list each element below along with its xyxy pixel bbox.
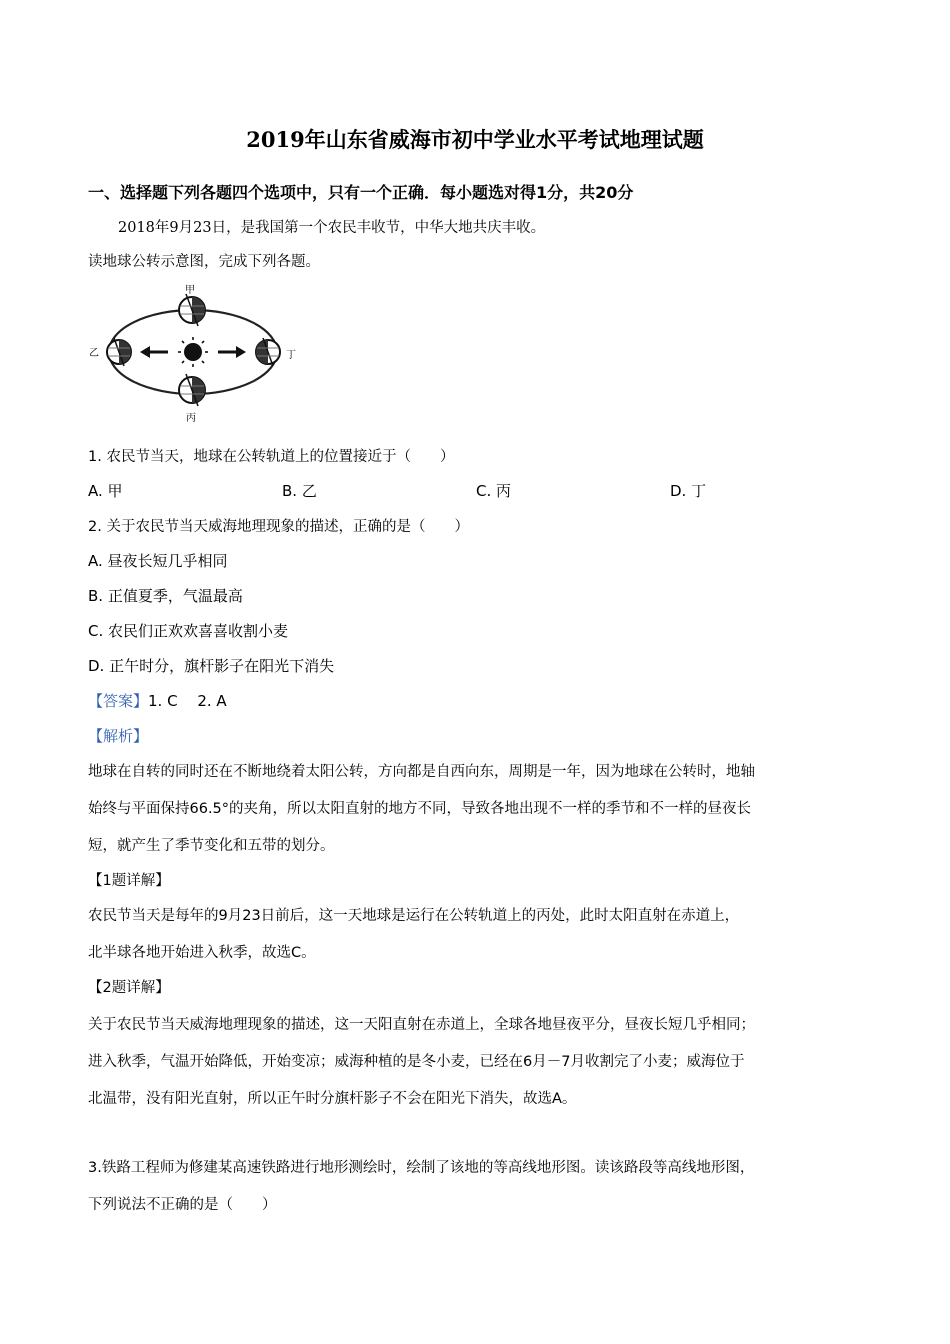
earth-revolution-diagram [88,282,310,426]
detail-2-heading: 【2题详解】 [88,980,170,996]
section-heading: 一、选择题下列各题四个选项中，只有一个正确．每小题选对得1分，共20分 [88,183,634,202]
q1-option-a: A. 甲 [88,482,123,500]
q2-option-d: D. 正午时分，旗杆影子在阳光下消失 [88,657,335,675]
sun-icon [178,337,208,367]
label-yi: 乙 [89,348,99,359]
intro-line-1: 2018年9月23日，是我国第一个农民丰收节，中华大地共庆丰收。 [118,220,546,236]
question-2-stem: 2. 关于农民节当天威海地理现象的描述，正确的是（ ） [88,519,469,535]
right-arrow-icon [218,346,246,358]
detail-1-line-2: 北半球各地开始进入秋季，故选C。 [88,945,316,961]
question-3-line-2: 下列说法不正确的是（ ） [88,1197,277,1213]
label-bing: 丙 [186,413,196,424]
q2-option-a: A. 昼夜长短几乎相同 [88,552,228,570]
analysis-label: 【解析】 [88,727,149,745]
left-arrow-icon [140,346,168,358]
detail-2-line-2: 进入秋季，气温开始降低，开始变凉；威海种植的是冬小麦，已经在6月－7月收割完了小麦；威海位于 [88,1054,745,1070]
q2-option-b: B. 正值夏季，气温最高 [88,587,243,605]
answer-text: 1. C 2. A [148,692,227,710]
earth-bing-icon [179,374,205,406]
question-1-stem: 1. 农民节当天，地球在公转轨道上的位置接近于（ ） [88,449,455,465]
intro-line-2: 读地球公转示意图，完成下列各题。 [88,254,320,270]
q1-option-c: C. 丙 [476,482,512,500]
label-ding: 丁 [286,350,296,361]
q1-option-d: D. 丁 [670,482,707,500]
q2-option-c: C. 农民们正欢欢喜喜收割小麦 [88,622,289,640]
q1-option-b: B. 乙 [282,482,317,500]
page-title: 2019年山东省威海市初中学业水平考试地理试题 [246,127,704,152]
analysis-line-1: 地球在自转的同时还在不断地绕着太阳公转，方向都是自西向东，周期是一年，因为地球在公转时，地轴 [88,764,755,780]
detail-1-line-1: 农民节当天是每年的9月23日前后，这一天地球是运行在公转轨道上的丙处，此时太阳直射在赤道上， [88,908,740,924]
earth-jia-icon [179,294,205,326]
answer-label: 【答案】 [88,692,149,710]
detail-1-heading: 【1题详解】 [88,873,170,889]
analysis-line-2: 始终与平面保持66.5°的夹角，所以太阳直射的地方不同，导致各地出现不一样的季节和不一样的昼夜长 [88,801,752,817]
question-3-line-1: 3.铁路工程师为修建某高速铁路进行地形测绘时，绘制了该地的等高线地形图。读该路段等高线地形图， [88,1160,755,1176]
detail-2-line-3: 北温带，没有阳光直射，所以正午时分旗杆影子不会在阳光下消失，故选A。 [88,1091,577,1107]
label-jia: 甲 [185,285,195,296]
analysis-line-3: 短，就产生了季节变化和五带的划分。 [88,838,335,854]
detail-2-line-1: 关于农民节当天威海地理现象的描述，这一天阳直射在赤道上，全球各地昼夜平分，昼夜长短几乎相同； [88,1017,755,1033]
earth-yi-icon [107,338,131,366]
earth-ding-icon [256,338,280,366]
answer-line [88,690,227,711]
